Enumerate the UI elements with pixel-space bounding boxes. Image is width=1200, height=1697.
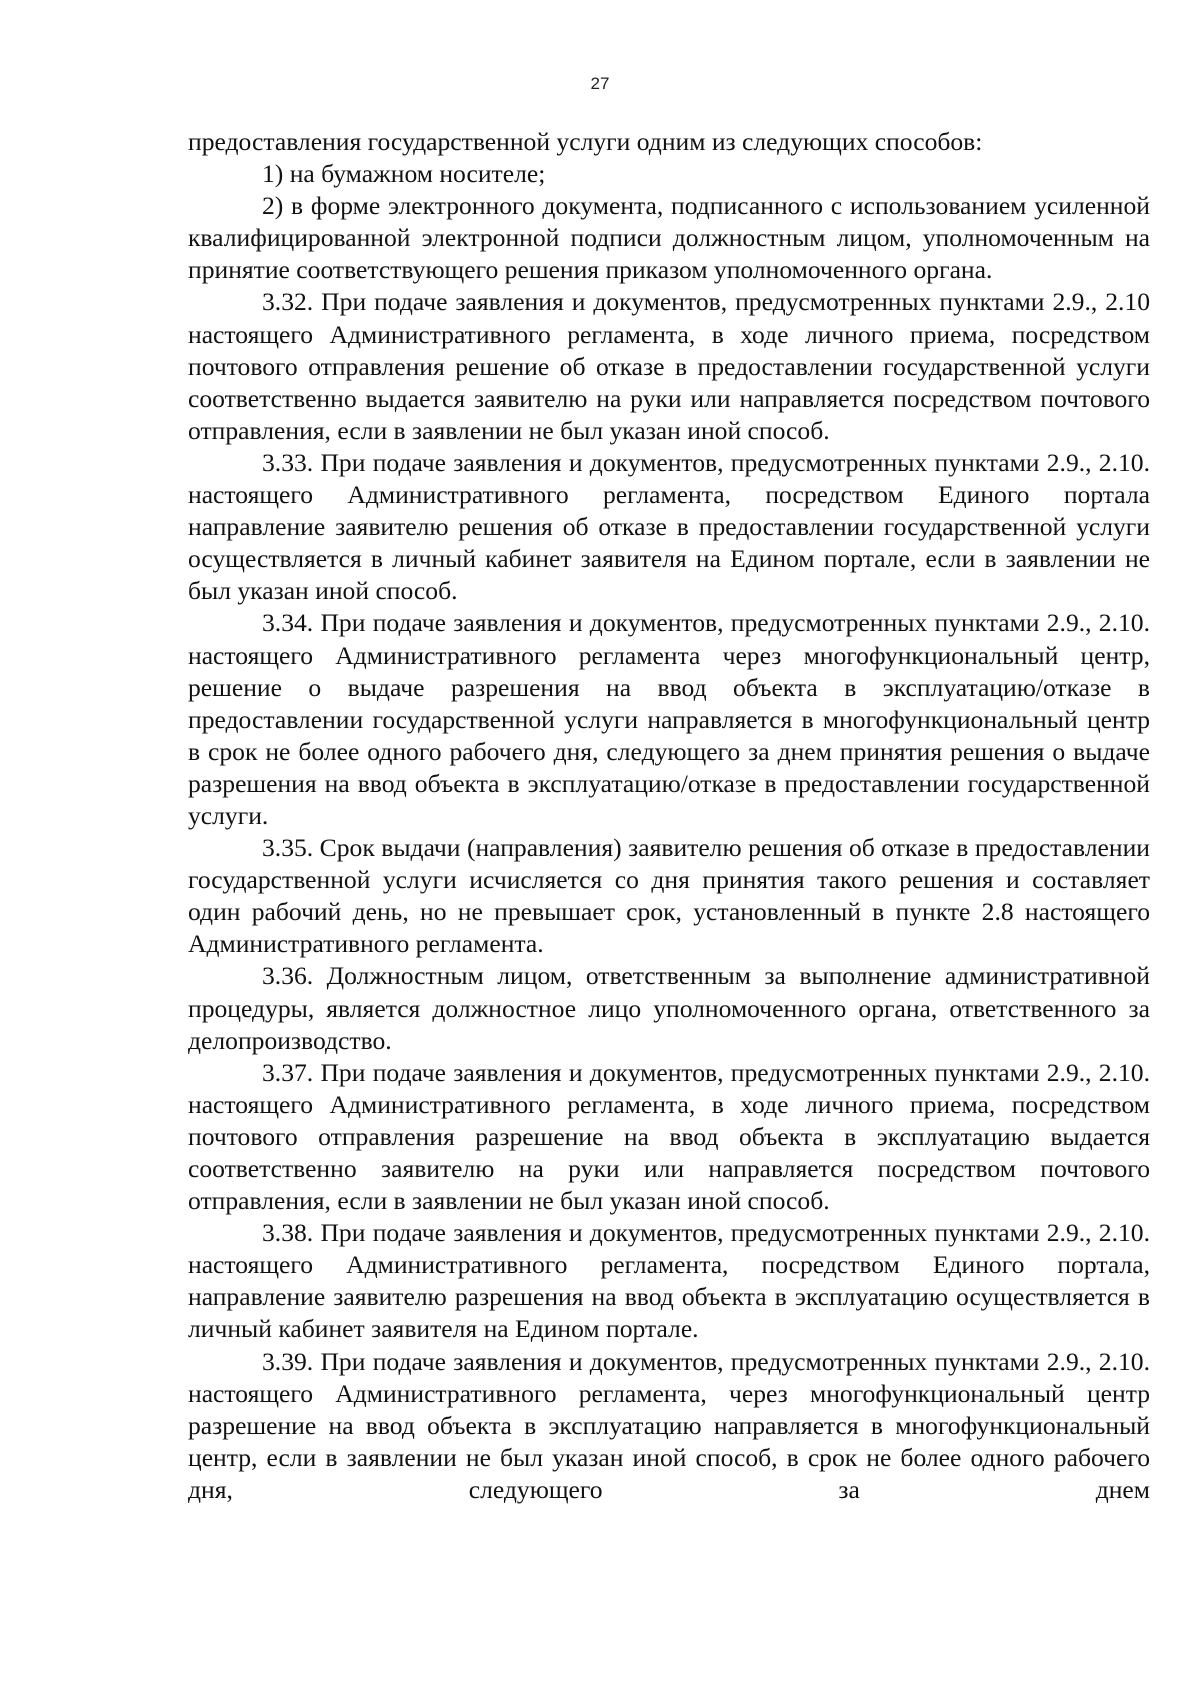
- paragraph: 3.39. При подаче заявления и документов, предусмотренных пунктами 2.9., 2.10. настоящего Административного регламента, через многофункциональный центр разрешение на ввод объекта в эксплуатацию направляется в многофункциональный центр, если в заявлении не был указан иной способ, в срок не более одного рабочего дня, следующего за днем: [188, 1346, 1150, 1504]
- paragraph: 3.35. Срок выдачи (направления) заявителю решения об отказе в предоставлении государственной услуги исчисляется со дня принятия такого решения и составляет один рабочий день, но не превышает срок, установленный в пункте 2.8 настоящего Административного регламента.: [188, 833, 1150, 959]
- page-number: 27: [590, 74, 610, 93]
- paragraph: 3.36. Должностным лицом, ответственным за выполнение административной процедуры, является должностное лицо уполномоченного органа, ответственного за делопроизводство.: [188, 961, 1150, 1055]
- paragraph: 3.38. При подаче заявления и документов, предусмотренных пунктами 2.9., 2.10. настоящего Административного регламента, посредством Единого портала, направление заявителю разрешения на ввод объекта в эксплуатацию осуществляется в личный кабинет заявителя на Едином портале.: [188, 1218, 1150, 1344]
- paragraph: предоставления государственной услуги одним из следующих способов:: [188, 127, 983, 156]
- paragraph: 1) на бумажном носителе;: [262, 159, 546, 189]
- document-body: [188, 126, 1150, 1506]
- paragraph: 3.33. При подаче заявления и документов, предусмотренных пунктами 2.9., 2.10. настоящего Административного регламента, посредством Единого портала направление заявителю решения об отказе в предоставлении государственной услуги осуществляется в личный кабинет заявителя на Едином портале, если в заявлении не был указан иной способ.: [188, 447, 1150, 606]
- paragraph: 3.37. При подаче заявления и документов, предусмотренных пунктами 2.9., 2.10. настоящего Административного регламента, в ходе личного приема, посредством почтового отправления разрешение на ввод объекта в эксплуатацию выдается соответственно заявителю на руки или направляется посредством почтового отправления, если в заявлении не был указан иной способ.: [188, 1057, 1150, 1216]
- paragraph: 3.32. При подаче заявления и документов, предусмотренных пунктами 2.9., 2.10 настоящего Административного регламента, в ходе личного приема, посредством почтового отправления решение об отказе в предоставлении государственной услуги соответственно выдается заявителю на руки или направляется посредством почтового отправления, если в заявлении не был указан иной способ.: [188, 287, 1150, 445]
- paragraph: 3.34. При подаче заявления и документов, предусмотренных пунктами 2.9., 2.10. настоящего Административного регламента через многофункциональный центр, решение о выдаче разрешения на ввод объекта в эксплуатацию/отказе в предоставлении государственной услуги направляется в многофункциональный центр в срок не более одного рабочего дня, следующего за днем принятия решения о выдаче разрешения на ввод объекта в эксплуатацию/отказе в предоставлении государственной услуги.: [188, 608, 1150, 830]
- paragraph: 2) в форме электронного документа, подписанного с использованием усиленной квалифицированной электронной подписи должностным лицом, уполномоченным на принятие соответствующего решения приказом уполномоченного органа.: [188, 191, 1150, 285]
